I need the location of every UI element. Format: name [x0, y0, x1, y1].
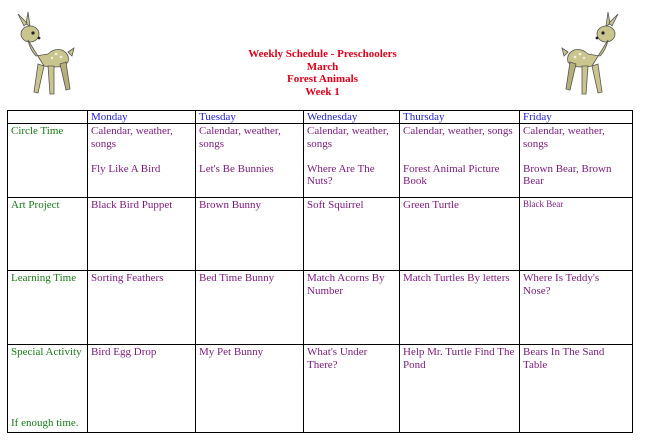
table-cell: Soft Squirrel: [304, 198, 400, 271]
cell-top: Calendar, weather, songs: [199, 125, 281, 150]
table-row: [8, 124, 633, 198]
table-cell: Match Turtles By letters: [400, 271, 520, 345]
special-activity-note: If enough time.: [11, 417, 79, 430]
cell-bottom: Where Are The Nuts?: [307, 162, 375, 188]
row-label-art-project: Art Project: [8, 198, 88, 271]
row-label-circle-time: Circle Time: [8, 124, 88, 198]
cell-top: Calendar, weather, songs: [403, 125, 513, 137]
day-monday: Monday: [88, 111, 196, 124]
table-cell: Match Acorns By Number: [304, 271, 400, 345]
cell-bottom: Forest Animal Picture Book: [403, 162, 500, 188]
header-month: March: [306, 60, 339, 73]
table-cell: Black Bear: [520, 198, 633, 271]
header-week: Week 1: [305, 85, 340, 98]
corner-cell: [8, 111, 88, 124]
table-cell: Black Bird Puppet: [88, 198, 196, 271]
table-cell: Help Mr. Turtle Find The Pond: [400, 345, 520, 433]
cell-bottom: Fly Like A Bird: [91, 162, 161, 175]
table-cell: Green Turtle: [400, 198, 520, 271]
row-label-learning-time: Learning Time: [8, 271, 88, 345]
schedule-header: [0, 48, 645, 98]
table-cell: [304, 124, 400, 198]
table-cell: What's Under There?: [304, 345, 400, 433]
header-theme: Forest Animals: [287, 73, 358, 85]
table-cell: [88, 124, 196, 198]
table-cell: Where Is Teddy's Nose?: [520, 271, 633, 345]
table-cell: Brown Bunny: [196, 198, 304, 271]
cell-bottom: Let's Be Bunnies: [199, 162, 274, 175]
day-thursday: Thursday: [400, 111, 520, 124]
cell-bottom: Brown Bear, Brown Bear: [523, 162, 612, 188]
day-wednesday: Wednesday: [304, 111, 400, 124]
table-cell: [196, 124, 304, 198]
cell-top: Calendar, weather, songs: [523, 125, 605, 150]
cell-top: Calendar, weather, songs: [91, 125, 173, 150]
table-row: [8, 271, 633, 345]
table-cell: [520, 124, 633, 198]
special-activity-label: Special Activity: [11, 346, 82, 358]
table-cell: Bears In The Sand Table: [520, 345, 633, 433]
header-title: Weekly Schedule - Preschoolers: [248, 48, 397, 60]
table-cell: Bird Egg Drop: [88, 345, 196, 433]
table-cell: [400, 124, 520, 198]
day-tuesday: Tuesday: [196, 111, 304, 124]
day-header-row: [8, 111, 633, 124]
table-row: [8, 345, 633, 433]
cell-top: Calendar, weather, songs: [307, 125, 389, 150]
day-friday: Friday: [520, 111, 633, 124]
row-label-special-activity: [8, 345, 88, 433]
schedule-table: [7, 110, 633, 433]
table-cell: My Pet Bunny: [196, 345, 304, 433]
table-cell: Bed Time Bunny: [196, 271, 304, 345]
table-row: [8, 198, 633, 271]
table-cell: Sorting Feathers: [88, 271, 196, 345]
